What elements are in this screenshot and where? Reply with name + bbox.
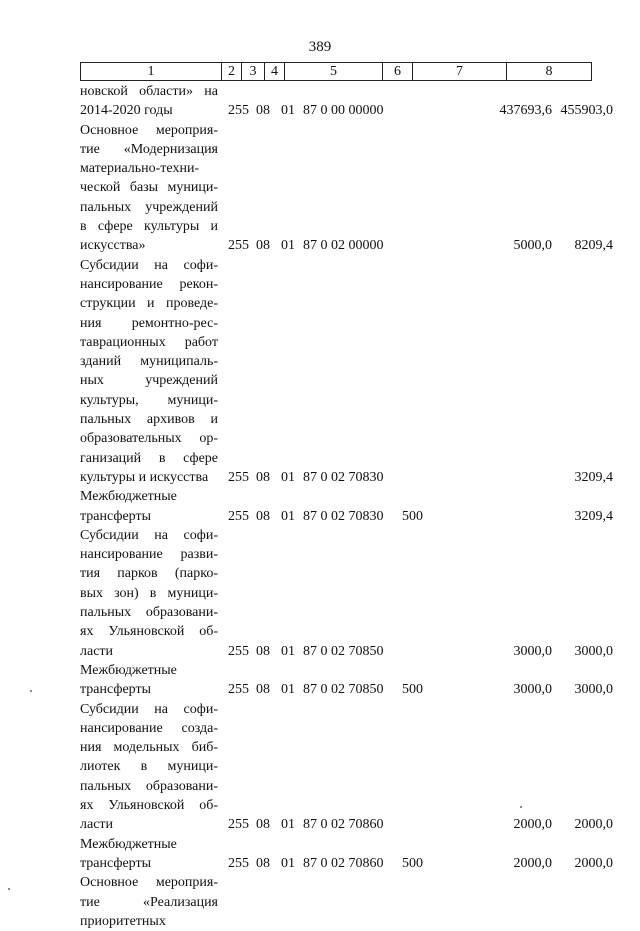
code-rz: 08 — [256, 103, 270, 119]
description-line: ласти — [80, 643, 114, 659]
code-gr: 255 — [228, 682, 249, 698]
code-pr: 01 — [281, 508, 295, 524]
code-vr: 500 — [402, 682, 423, 698]
description-line: ния модельных биб- — [80, 740, 218, 756]
code-csr: 87 0 02 70830 — [303, 469, 384, 485]
amount-2020: 3000,0 — [574, 682, 613, 698]
scan-speck — [30, 690, 32, 692]
description-line: нансирование разви- — [80, 547, 218, 563]
description-line: 2014-2020 годы — [80, 103, 173, 119]
amount-2019: 2000,0 — [513, 817, 552, 833]
col-header-2: 2 — [222, 63, 242, 81]
code-pr: 01 — [281, 469, 295, 485]
description-line: трансферты — [80, 682, 152, 698]
description-line: пальных образовани- — [80, 605, 218, 621]
code-gr: 255 — [228, 469, 249, 485]
code-rz: 08 — [256, 643, 270, 659]
amount-2020: 455903,0 — [560, 103, 613, 119]
amount-2020: 8209,4 — [574, 238, 613, 254]
description-line: Межбюджетные — [80, 836, 177, 852]
col-header-3: 3 — [242, 63, 265, 81]
amount-2020: 3209,4 — [574, 469, 613, 485]
code-pr: 01 — [281, 643, 295, 659]
table-row — [0, 121, 640, 256]
amount-2020: 3000,0 — [574, 643, 613, 659]
col-header-7: 7 — [413, 63, 507, 81]
table-row — [0, 873, 640, 931]
col-header-1: 1 — [81, 63, 222, 81]
amount-2019: 2000,0 — [513, 855, 552, 871]
row-description — [80, 121, 218, 256]
code-gr: 255 — [228, 855, 249, 871]
code-rz: 08 — [256, 855, 270, 871]
table-row — [0, 256, 640, 488]
code-pr: 01 — [281, 682, 295, 698]
amount-2019: 3000,0 — [513, 682, 552, 698]
code-csr: 87 0 00 00000 — [303, 103, 384, 119]
code-rz: 08 — [256, 469, 270, 485]
amount-2020: 2000,0 — [574, 855, 613, 871]
description-line: ях Ульяновской об- — [80, 798, 218, 814]
code-csr: 87 0 02 70860 — [303, 855, 384, 871]
code-csr: 87 0 02 70830 — [303, 508, 384, 524]
description-line: вых зон) в муници- — [80, 585, 218, 601]
col-header-6: 6 — [383, 63, 413, 81]
description-line: струкции и проведе- — [80, 296, 218, 312]
description-line: пальных учреждений — [80, 199, 218, 215]
description-line: Основное мероприя- — [80, 122, 218, 138]
description-line: ческой базы муници- — [80, 180, 218, 196]
code-gr: 255 — [228, 643, 249, 659]
description-line: ганизаций в сфере — [80, 450, 218, 466]
row-description — [80, 82, 218, 121]
description-line: зданий муниципаль- — [80, 354, 218, 370]
row-description — [80, 256, 218, 488]
scan-speck — [520, 806, 522, 808]
code-csr: 87 0 02 70850 — [303, 682, 384, 698]
table-row — [0, 526, 640, 661]
code-csr: 87 0 02 00000 — [303, 238, 384, 254]
col-header-4: 4 — [265, 63, 285, 81]
description-line: нансирование созда- — [80, 720, 218, 736]
row-description — [80, 487, 218, 526]
code-vr: 500 — [402, 855, 423, 871]
page-number: 389 — [308, 39, 332, 55]
description-line: таврационных работ — [80, 334, 218, 350]
table-row — [0, 835, 640, 874]
code-gr: 255 — [228, 103, 249, 119]
description-line: пальных образовани- — [80, 778, 218, 794]
description-line: материально-техни- — [80, 161, 200, 177]
code-pr: 01 — [281, 817, 295, 833]
amount-2020: 3209,4 — [574, 508, 613, 524]
description-line: тие «Модернизация — [80, 141, 218, 157]
description-line: ных учреждений — [80, 373, 218, 389]
table-row — [0, 82, 640, 121]
amount-2019: 5000,0 — [513, 238, 552, 254]
description-line: лиотек в муници- — [80, 759, 218, 775]
description-line: Межбюджетные — [80, 663, 177, 678]
row-description — [80, 873, 218, 931]
amount-2020: 2000,0 — [574, 817, 613, 833]
description-line: нансирование рекон- — [80, 276, 218, 292]
description-line: культуры, муници- — [80, 392, 218, 408]
code-gr: 255 — [228, 508, 249, 524]
code-csr: 87 0 02 70850 — [303, 643, 384, 659]
amount-2019: 437693,6 — [499, 103, 552, 119]
col-header-5: 5 — [285, 63, 383, 81]
code-pr: 01 — [281, 238, 295, 254]
code-rz: 08 — [256, 508, 270, 524]
code-rz: 08 — [256, 817, 270, 833]
code-csr: 87 0 02 70860 — [303, 817, 384, 833]
code-rz: 08 — [256, 682, 270, 698]
description-line: новской области» на — [80, 84, 218, 99]
description-line: Субсидии на софи- — [80, 527, 218, 543]
description-line: в сфере культуры и — [80, 219, 218, 235]
row-description — [80, 526, 218, 661]
description-line: Субсидии на софи- — [80, 257, 218, 273]
description-line: Межбюджетные — [80, 489, 177, 505]
description-line: тие «Реализация — [80, 894, 218, 910]
table-row — [0, 661, 640, 700]
description-line: приоритетных — [80, 913, 166, 929]
description-line: искусства» — [80, 238, 146, 254]
description-line: Субсидии на софи- — [80, 701, 218, 717]
code-pr: 01 — [281, 103, 295, 119]
description-line: культуры и искусства — [80, 469, 209, 485]
description-line: ях Ульяновской об- — [80, 624, 218, 640]
row-description — [80, 661, 218, 700]
table-row — [0, 487, 640, 526]
description-line: трансферты — [80, 508, 152, 524]
description-line: тия парков (парко- — [80, 566, 218, 582]
scan-speck — [8, 888, 10, 890]
description-line: пальных архивов и — [80, 412, 218, 428]
code-gr: 255 — [228, 238, 249, 254]
row-description — [80, 700, 218, 835]
code-rz: 08 — [256, 238, 270, 254]
amount-2019: 3000,0 — [513, 643, 552, 659]
description-line: образовательных ор- — [80, 431, 218, 447]
description-line: Основное мероприя- — [80, 875, 218, 891]
col-header-8: 8 — [507, 63, 592, 81]
code-gr: 255 — [228, 817, 249, 833]
description-line: ния ремонтно-рес- — [80, 315, 218, 331]
row-description — [80, 835, 218, 874]
table-row — [0, 700, 640, 835]
code-pr: 01 — [281, 855, 295, 871]
description-line: ласти — [80, 817, 114, 833]
column-header-row — [80, 62, 592, 81]
code-vr: 500 — [402, 508, 423, 524]
description-line: трансферты — [80, 855, 152, 871]
